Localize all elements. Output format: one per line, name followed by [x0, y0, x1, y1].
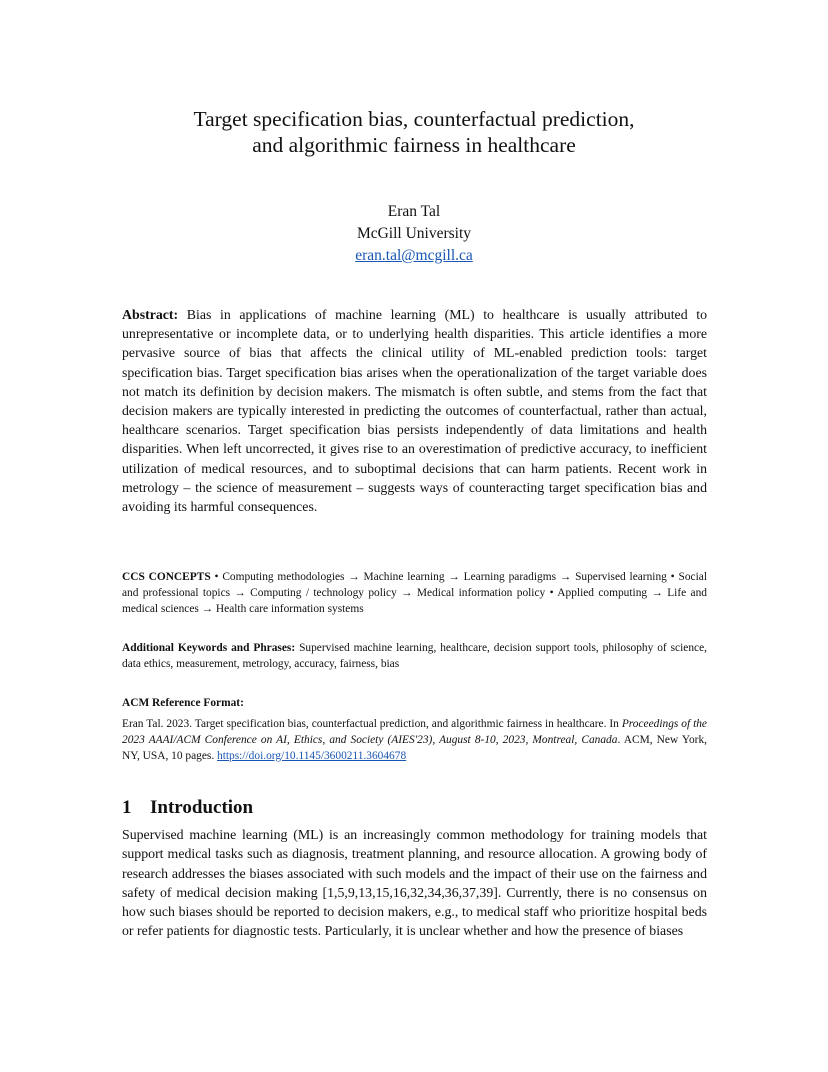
- author-affiliation: McGill University: [356, 225, 472, 242]
- abstract-label: Abstract:: [122, 307, 179, 322]
- introduction-text: Supervised machine learning (ML) is an increasingly common methodology for training models that support medical tasks such as diagnosis, treatment planning, and resource allocation. A growing body of research addresses the biases associated with such models and the impact of their use on the fairness and safety of medical decision making [1,5,9,13,15,16,32,34,36,37,39]. Currently, there is no consensus on how such biases should be reported to decision makers, e.g., to medical staff who prioritize hospital beds or refer patients for diagnostic tests. Particularly, it is unclear whether and how the presence of biases: [122, 827, 707, 939]
- author-email-link[interactable]: eran.tal@mcgill.ca: [355, 247, 473, 264]
- abstract: [122, 305, 707, 516]
- section-heading: [122, 797, 253, 819]
- keywords-label: Additional Keywords and Phrases:: [122, 642, 296, 654]
- paper-title: [0, 106, 828, 158]
- acm-reference-lead: Eran Tal. 2023. Target specification bias, counterfactual prediction, and algorithmic fairness in healthcare. In: [122, 718, 622, 730]
- author-name: Eran Tal: [387, 203, 441, 220]
- title-line-1: Target specification bias, counterfactual prediction,: [193, 107, 635, 131]
- ccs-label: CCS CONCEPTS: [122, 571, 211, 583]
- section-number: 1: [122, 797, 132, 818]
- section-title: Introduction: [150, 797, 254, 818]
- acm-reference-heading: ACM Reference Format:: [122, 697, 244, 709]
- author-block: [0, 201, 828, 267]
- acm-reference-tail: . ACM, New York, NY, USA, 10 pages.: [122, 733, 707, 762]
- title-line-2: and algorithmic fairness in healthcare: [252, 133, 576, 157]
- ccs-concepts: [122, 570, 707, 617]
- doi-link[interactable]: https://doi.org/10.1145/3600211.3604678: [217, 749, 407, 762]
- acm-reference-body: [122, 717, 707, 764]
- keywords: [122, 641, 707, 673]
- ccs-text: • Computing methodologies → Machine learning → Learning paradigms → Supervised learning • Social and professional topics → Computing / technology policy → Medical information policy • Applied computing → Life and medical sciences → Health care information systems: [122, 571, 707, 615]
- acm-reference-venue: Proceedings of the 2023 AAAI/ACM Conference on AI, Ethics, and Society (AIES'23), August 8-10, 2023, Montreal, Canada: [122, 718, 707, 746]
- keywords-text: Supervised machine learning, healthcare, decision support tools, philosophy of science, data ethics, measurement, metrology, accuracy, fairness, bias: [122, 642, 707, 670]
- abstract-text: Bias in applications of machine learning (ML) to healthcare is usually attributed to unrepresentative or incomplete data, or to underlying health disparities. This article identifies a more pervasive source of bias that affects the clinical utility of ML-enabled prediction tools: target specification bias. Target specification bias arises when the operationalization of the target variable does not match its definition by decision makers. The mismatch is often subtle, and stems from the fact that decision makers are typically interested in predicting the outcomes of counterfactual, rather than actual, healthcare scenarios. Target specification bias persists independently of data limitations and health disparities. When left uncorrected, it gives rise to an overestimation of predictive accuracy, to inefficient utilization of medical resources, and to suboptimal decisions that can harm patients. Recent work in metrology – the science of measurement – suggests ways of counteracting target specification bias and avoiding its harmful consequences.: [122, 307, 708, 515]
